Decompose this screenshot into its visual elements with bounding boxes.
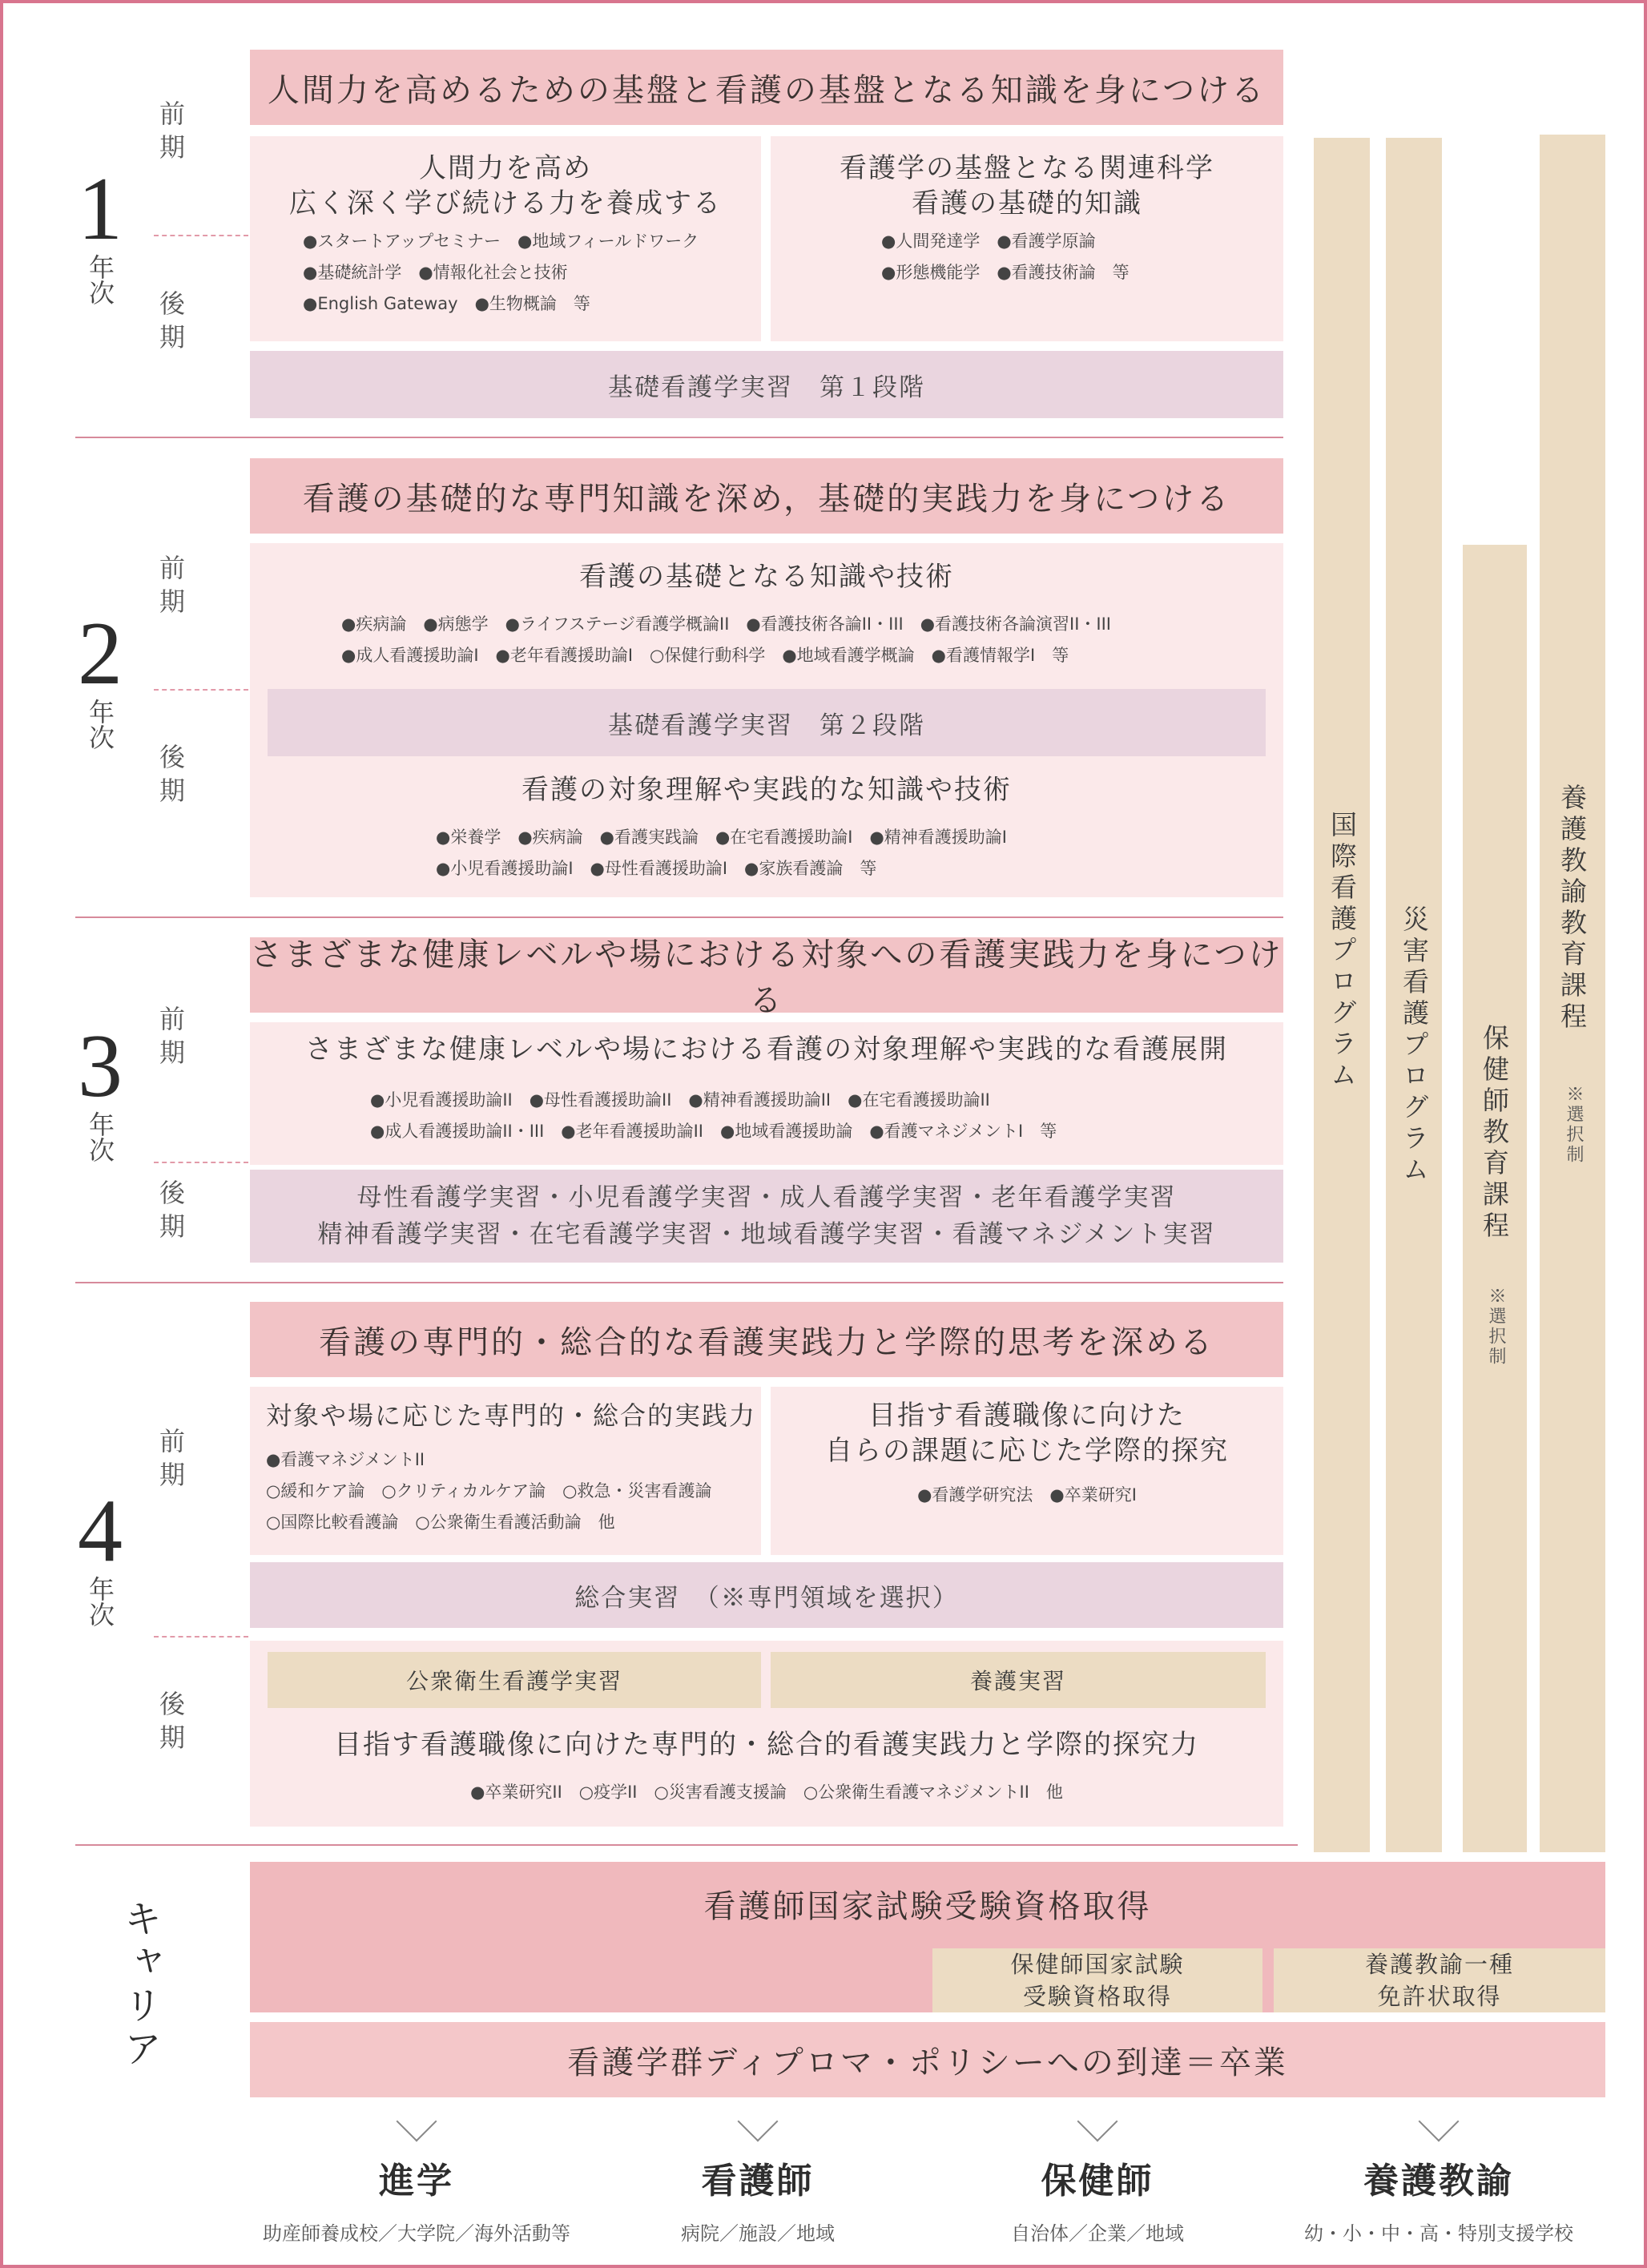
semester-first: 前期: [155, 1428, 186, 1495]
year-number: 1: [78, 159, 123, 259]
course-list: [341, 609, 1111, 671]
course-line: ●栄養学 ●疾病論 ●看護実践論 ●在宅看護援助論I ●精神看護援助論I: [436, 828, 1008, 847]
school-nurse-license-box: 養護教諭一種 免許状取得: [1274, 1948, 1605, 2012]
course-list: [771, 1480, 1283, 1511]
course-list: [266, 1444, 761, 1538]
semester-divider: [154, 689, 248, 691]
program-bar-disaster: [1386, 138, 1442, 1852]
year4-bottom-panel: [250, 1641, 1283, 1827]
course-list: [370, 1085, 1057, 1147]
course-line: ●小児看護援助論I ●母性看護援助論I ●家族看護論 等: [436, 859, 877, 878]
course-line: ●成人看護援助論II・III ●老年看護援助論II ●地域看護援助論 ●看護マネジメントI 等: [370, 1122, 1057, 1141]
nurse-exam-eligibility: 看護師国家試験受験資格取得: [703, 1887, 1152, 1925]
semester-divider: [154, 1162, 248, 1163]
semester-second: 後期: [155, 1179, 186, 1247]
course-line: ○緩和ケア論 ○クリティカルケア論 ○救急・災害看護論: [266, 1481, 712, 1501]
semester-second: 後期: [155, 290, 186, 357]
semester-first: 前期: [155, 100, 186, 167]
semester-divider: [154, 235, 248, 236]
destination-title: 養護教諭: [1363, 2161, 1514, 2202]
chevron-down-icon: [1077, 2101, 1118, 2142]
course-list: [771, 226, 1283, 288]
course-line: ●基礎統計学 ●情報化社会と技術: [303, 263, 568, 282]
program-label: 国際看護プログラム: [1327, 811, 1358, 1092]
year-1-label: [64, 159, 136, 305]
course-line: ●卒業研究II ○疫学II ○災害看護支援論 ○公衆衛生看護マネジメントII 他: [470, 1783, 1063, 1802]
chevron-down-icon: [738, 2101, 779, 2142]
year4-right-panel: [771, 1387, 1283, 1555]
program-label: 養護教諭教育課程: [1556, 784, 1588, 1033]
course-line: ●形態機能学 ●看護技術論 等: [881, 263, 1130, 282]
year2-practicum: 基礎看護学実習 第２段階: [268, 689, 1266, 756]
public-health-nurse-exam-box: 保健師国家試験 受験資格取得: [932, 1948, 1262, 2012]
destination-further-study: [240, 2107, 593, 2246]
course-line: ●小児看護援助論II ●母性看護援助論II ●精神看護援助論II ●在宅看護援助論II: [370, 1090, 990, 1110]
destination-nurse: [582, 2107, 934, 2246]
year4-practicum: 総合実習 （※専門領域を選択）: [250, 1562, 1283, 1628]
panel-title: 看護の対象理解や実践的な知識や技術: [521, 774, 1012, 806]
course-list: [250, 226, 761, 320]
destination-title: 進学: [379, 2161, 454, 2202]
panel-title: 目指す看護職像に向けた 自らの課題に応じた学際的探究: [825, 1400, 1229, 1467]
year1-header: 人間力を高めるための基盤と看護の基盤となる知識を身につける: [250, 50, 1283, 125]
year-separator: [75, 1282, 1283, 1283]
semester-second: 後期: [155, 1690, 186, 1758]
year3-header: さまざまな健康レベルや場における対象への看護実践力を身につける: [250, 937, 1283, 1019]
course-line: ●人間発達学 ●看護学原論: [881, 232, 1096, 251]
program-note: ※選択制: [1486, 1287, 1506, 1367]
program-bar-school-nursing: [1540, 135, 1605, 1852]
course-line: ○国際比較看護論 ○公衆衛生看護活動論 他: [266, 1513, 615, 1532]
year-number: 3: [78, 1017, 123, 1116]
year-number: 2: [78, 604, 123, 703]
course-line: ●看護学研究法 ●卒業研究I: [917, 1485, 1137, 1505]
year-suffix: 年次: [85, 1111, 115, 1162]
course-line: ●疾病論 ●病態学 ●ライフステージ看護学概論II ●看護技術各論II・III ●看護技術各論演習II・III: [341, 614, 1111, 634]
year4-header: 看護の専門的・総合的な看護実践力と学際的思考を深める: [250, 1302, 1283, 1377]
career-label: キャリア: [117, 1899, 162, 2072]
panel-title: 看護学の基盤となる関連科学 看護の基礎的知識: [840, 152, 1214, 220]
course-list: [436, 822, 1007, 884]
chevron-down-icon: [1419, 2101, 1460, 2142]
year4-left-panel: [250, 1387, 761, 1555]
semester-divider: [154, 1636, 248, 1638]
chevron-down-icon: [397, 2101, 437, 2142]
year1-practicum: 基礎看護学実習 第１段階: [250, 351, 1283, 418]
public-health-practicum-box: 公衆衛生看護学実習: [268, 1652, 761, 1708]
semester-first: 前期: [155, 554, 186, 622]
year1-left-panel: [250, 136, 761, 341]
destination-subtitle: 助産師養成校／大学院／海外活動等: [263, 2222, 570, 2245]
diploma-policy-graduation: 看護学群ディプロマ・ポリシーへの到達＝卒業: [250, 2022, 1605, 2097]
destination-title: 保健師: [1041, 2161, 1154, 2202]
destination-subtitle: 幼・小・中・高・特別支援学校: [1304, 2222, 1573, 2245]
panel-title: 目指す看護職像に向けた専門的・総合的看護実践力と学際的探究力: [334, 1729, 1199, 1761]
course-line: ●スタートアップセミナー ●地域フィールドワーク: [303, 232, 699, 251]
course-line: ●English Gateway ●生物概論 等: [303, 294, 590, 313]
year2-header: 看護の基礎的な専門知識を深め，基礎的実践力を身につける: [250, 458, 1283, 534]
year3-panel: [250, 1022, 1283, 1165]
program-label: 保健師教育課程: [1479, 1024, 1510, 1243]
course-list: [250, 1777, 1283, 1808]
panel-title: 対象や場に応じた専門的・総合的実践力: [266, 1400, 757, 1431]
destination-public-health-nurse: [921, 2107, 1274, 2246]
course-line: ●成人看護援助論I ●老年看護援助論I ○保健行動科学 ●地域看護学概論 ●看護情報学I 等: [341, 646, 1069, 665]
year-suffix: 年次: [85, 1576, 115, 1627]
course-line: ●看護マネジメントII: [266, 1450, 425, 1469]
destination-subtitle: 自治体／企業／地域: [1011, 2222, 1184, 2245]
year1-right-panel: [771, 136, 1283, 341]
semester-first: 前期: [155, 1005, 186, 1073]
year2-panel: [250, 543, 1283, 897]
program-label: 災害看護プログラム: [1399, 905, 1430, 1186]
year-separator: [75, 916, 1283, 918]
year-separator: [75, 1844, 1298, 1846]
year-separator: [75, 437, 1283, 438]
program-bar-public-health: [1463, 545, 1527, 1852]
year-3-label: [64, 1017, 136, 1162]
panel-title: 人間力を高め 広く深く学び続ける力を養成する: [289, 152, 722, 220]
panel-title: さまざまな健康レベルや場における看護の対象理解や実践的な看護展開: [305, 1033, 1228, 1066]
panel-title: 看護の基礎となる知識や技術: [579, 561, 954, 593]
destination-subtitle: 病院／施設／地域: [681, 2222, 835, 2245]
year-suffix: 年次: [85, 254, 115, 305]
year-4-label: [64, 1481, 136, 1627]
year3-practicum: 母性看護学実習・小児看護学実習・成人看護学実習・老年看護学実習 精神看護学実習・在宅看護学実習・地域看護学実習・看護マネジメント実習: [250, 1170, 1283, 1263]
year-2-label: [64, 604, 136, 750]
year-number: 4: [78, 1481, 123, 1581]
year-suffix: 年次: [85, 699, 115, 750]
program-note: ※選択制: [1564, 1085, 1584, 1165]
destination-title: 看護師: [701, 2161, 815, 2202]
school-nursing-practicum-box: 養護実習: [771, 1652, 1266, 1708]
destination-school-nurse: [1262, 2107, 1615, 2246]
program-bar-international: [1314, 138, 1370, 1852]
semester-second: 後期: [155, 743, 186, 811]
